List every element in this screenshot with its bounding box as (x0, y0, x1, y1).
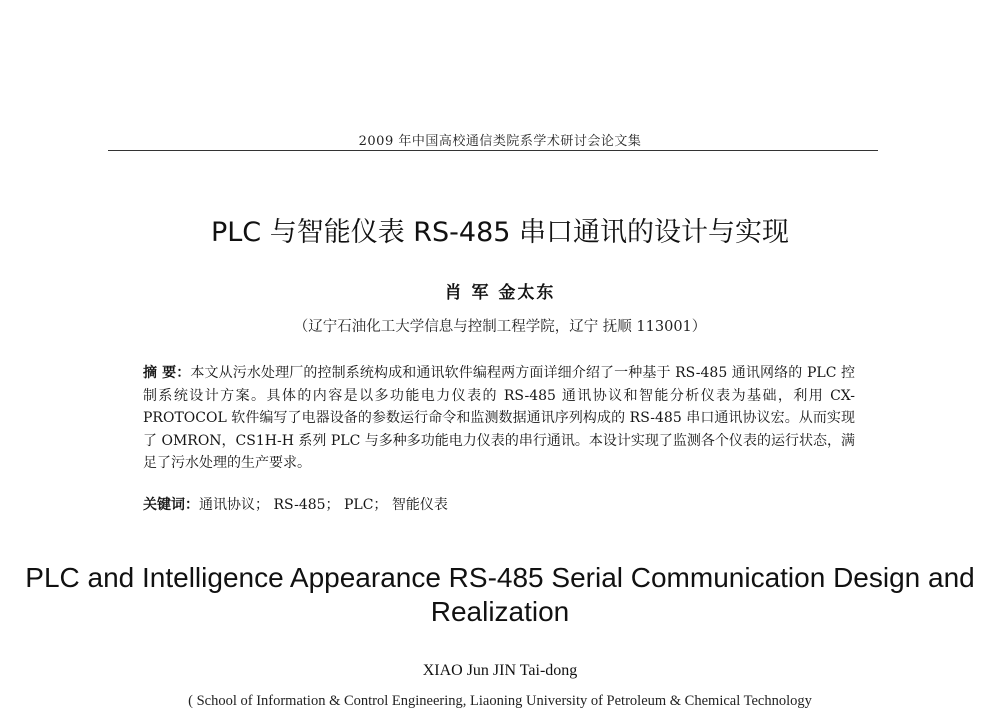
abstract-text: 本文从污水处理厂的控制系统构成和通讯软件编程两方面详细介绍了一种基于 RS-485 通讯网络的 PLC 控制系统设计方案。具体的内容是以多功能电力仪表的 RS-485 通讯协议和智能分析仪表为基础，利用 CX-PROTOCOL 软件编写了电器设备的参数运行命令和监测数据通讯序列构成的 RS-485 串口通讯协议宏。从而实现了 OMRON，CS1H-H 系列 PLC 与多种多功能电力仪表的串行通讯。本设计实现了监测各个仪表的运行状态，满足了污水处理的生产要求。 (143, 365, 856, 471)
affiliation-english: ( School of Information & Control Engineering, Liaoning University of Petroleum & Chemical Technology (188, 693, 812, 709)
affiliation-chinese: （辽宁石油化工大学信息与控制工程学院，辽宁 抚顺 113001） (293, 319, 707, 335)
paper-title-chinese: PLC 与智能仪表 RS-485 串口通讯的设计与实现 (210, 217, 790, 248)
abstract-label: 摘 要： (143, 365, 191, 381)
paper-title-english: PLC and Intelligence Appearance RS-485 Serial Communication Design and Realization (25, 562, 975, 627)
authors-english: XIAO Jun JIN Tai-dong (422, 662, 578, 679)
authors-chinese: 肖 军 金太东 (444, 283, 556, 303)
journal-header: 2009 年中国高校通信类院系学术研讨会论文集 (358, 134, 642, 149)
keywords-text: 通讯协议； RS-485； PLC； 智能仪表 (199, 497, 448, 513)
keywords-chinese (143, 494, 855, 514)
keywords-label: 关键词： (143, 497, 199, 513)
abstract-chinese (143, 362, 855, 475)
header-divider (108, 150, 878, 151)
